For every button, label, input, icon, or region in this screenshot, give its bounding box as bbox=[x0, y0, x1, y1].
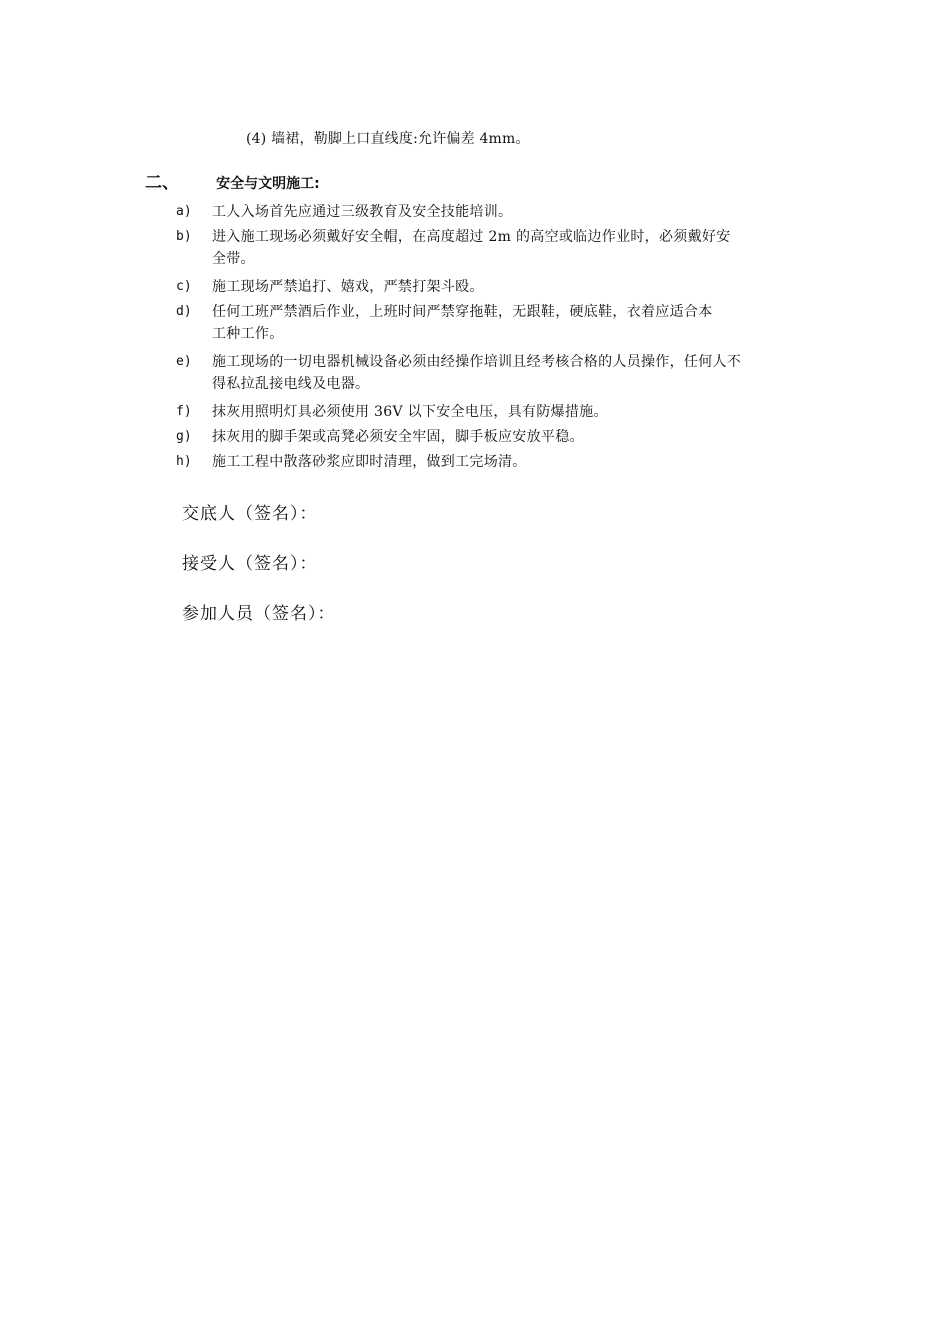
list-item-e bbox=[176, 351, 856, 395]
signature-participants: 参加人员（签名）： bbox=[182, 604, 336, 624]
list-item-a bbox=[176, 201, 856, 223]
list-item-h bbox=[176, 451, 856, 473]
list-item-g bbox=[176, 426, 856, 448]
item-letter: f) bbox=[176, 404, 192, 419]
list-item-b bbox=[176, 226, 856, 270]
section-title: 安全与文明施工: bbox=[216, 176, 320, 192]
section-number: 二、 bbox=[145, 173, 179, 193]
item-line: 抹灰用照明灯具必须使用 36V 以下安全电压，具有防爆措施。 bbox=[212, 404, 608, 420]
item-letter: g) bbox=[176, 429, 192, 444]
tolerance-line: (4) 墙裙，勒脚上口直线度:允许偏差 4mm。 bbox=[246, 131, 530, 147]
item-line: 施工现场的一切电器机械设备必须由经操作培训且经考核合格的人员操作，任何人不 bbox=[212, 354, 742, 370]
signature-handover: 交底人（签名）： bbox=[182, 504, 318, 524]
item-line-continued: 工种工作。 bbox=[212, 326, 284, 342]
item-text bbox=[212, 401, 852, 423]
item-text bbox=[212, 301, 852, 345]
item-line-continued: 得私拉乱接电线及电器。 bbox=[212, 376, 370, 392]
item-line: 进入施工现场必须戴好安全帽，在高度超过 2m 的高空或临边作业时，必须戴好安 bbox=[212, 229, 731, 245]
signature-receiver: 接受人（签名）： bbox=[182, 554, 318, 574]
item-letter: h) bbox=[176, 454, 192, 469]
item-letter: a) bbox=[176, 204, 192, 219]
item-text bbox=[212, 426, 852, 448]
item-line: 任何工班严禁酒后作业，上班时间严禁穿拖鞋，无跟鞋，硬底鞋，衣着应适合本 bbox=[212, 304, 713, 320]
item-line: 工人入场首先应通过三级教育及安全技能培训。 bbox=[212, 204, 513, 220]
item-text bbox=[212, 276, 852, 298]
list-item-f bbox=[176, 401, 856, 423]
item-line: 施工现场严禁追打、嬉戏，严禁打架斗殴。 bbox=[212, 279, 484, 295]
section-heading bbox=[145, 168, 320, 193]
list-item-c bbox=[176, 276, 856, 298]
item-line: 抹灰用的脚手架或高凳必须安全牢固，脚手板应安放平稳。 bbox=[212, 429, 584, 445]
item-text bbox=[212, 226, 852, 270]
list-item-d bbox=[176, 301, 856, 345]
item-line-continued: 全带。 bbox=[212, 251, 255, 267]
item-text bbox=[212, 351, 852, 395]
item-letter: e) bbox=[176, 354, 192, 369]
item-line: 施工工程中散落砂浆应即时清理，做到工完场清。 bbox=[212, 454, 527, 470]
item-text bbox=[212, 201, 852, 223]
item-text bbox=[212, 451, 852, 473]
item-letter: d) bbox=[176, 304, 192, 319]
item-letter: c) bbox=[176, 279, 192, 294]
item-letter: b) bbox=[176, 229, 192, 244]
